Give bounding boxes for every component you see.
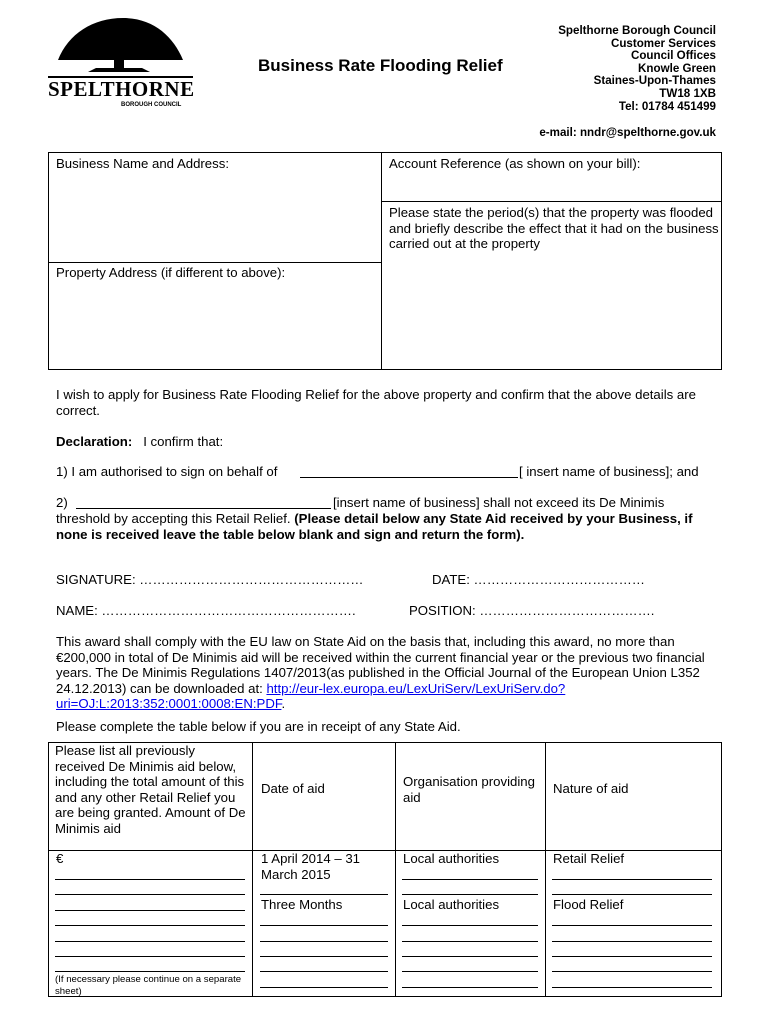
header-date: Date of aid (261, 781, 325, 796)
address-line: Spelthorne Borough Council (558, 24, 716, 37)
address-line: TW18 1XB (659, 86, 716, 100)
business-details-table (48, 152, 722, 370)
item2-suffix: [insert name of business] shall not exceed its De Minimis (333, 495, 665, 510)
amount-entry-line[interactable] (55, 879, 245, 880)
page-title: Business Rate Flooding Relief (258, 56, 503, 75)
item2-line2: threshold by accepting this Retail Relief. (56, 511, 291, 526)
address-line: Council Offices (630, 49, 716, 63)
eu-law-paragraph: This award shall comply with the EU law on State Aid on the basis that, including this award, no more than €200,000 in total of De Minimis aid will be received within the current financial year or the previous two financial years. The De Minimis Regulations 1407/2013(as published in the Official Journal of the European Union L352 24.12.2013) can be downloaded at: (56, 634, 705, 696)
amount-entry-line[interactable] (55, 910, 245, 911)
organisation-entry-line[interactable] (402, 941, 538, 942)
nature-entry-line[interactable] (552, 971, 712, 972)
link-period: . (281, 696, 286, 712)
table-divider (381, 201, 722, 202)
date-entry-line[interactable] (260, 925, 388, 926)
complete-table-instruction: Please complete the table below if you are in receipt of any State Aid. (56, 719, 461, 734)
nature-entry-line[interactable] (552, 941, 712, 942)
amount-entry-line[interactable] (55, 894, 245, 895)
table-divider (381, 152, 382, 370)
eu-law-text (56, 634, 720, 712)
row2-date[interactable]: Three Months (261, 897, 343, 912)
position-field[interactable]: POSITION: …………………………………. (409, 603, 655, 618)
amount-entry-line[interactable] (55, 956, 245, 957)
address-line: Knowle Green (638, 61, 716, 75)
business-name-label[interactable]: Business Name and Address: (56, 156, 229, 171)
table-divider (545, 742, 546, 997)
signature-field[interactable]: SIGNATURE: …………………………………………… (56, 572, 364, 587)
header-amount: Please list all previously received De Minimis aid below, including the total amount of this and any other Retail Relief you are being granted. Amount of De Minimis aid (55, 743, 246, 836)
address-line: Tel: 01784 451499 (618, 99, 716, 113)
declaration-text: I confirm that: (143, 434, 224, 449)
business-name-line-2[interactable] (76, 508, 331, 509)
date-entry-line[interactable] (260, 956, 388, 957)
organisation-entry-line[interactable] (402, 956, 538, 957)
row1-nature[interactable]: Retail Relief (553, 851, 625, 866)
nature-entry-line[interactable] (552, 894, 712, 895)
euro-symbol: € (56, 851, 64, 866)
logo-text: SPELTHORNE (48, 77, 195, 101)
declaration (56, 434, 223, 450)
organisation-entry-line[interactable] (402, 894, 538, 895)
council-logo (48, 14, 193, 114)
nature-entry-line[interactable] (552, 956, 712, 957)
organisation-entry-line[interactable] (402, 925, 538, 926)
regulation-link[interactable]: http://eur-lex.europa.eu/LexUriServ/LexUriServ.do?uri=OJ:L:2013:352:0001:0008:EN:PDF (56, 680, 566, 712)
address-line: Staines-Upon-Thames (593, 74, 716, 88)
business-name-line-1[interactable] (300, 477, 518, 478)
row2-organisation[interactable]: Local authorities (403, 897, 500, 912)
date-entry-line[interactable] (260, 971, 388, 972)
amount-entry-line[interactable] (55, 941, 245, 942)
name-field[interactable]: NAME: …………………………………………………. (56, 603, 356, 618)
item1-suffix: [ insert name of business]; and (519, 464, 699, 479)
apply-statement: I wish to apply for Business Rate Flooding Relief for the above property and confirm that the above details are correct. (56, 387, 696, 418)
logo-subtext: BOROUGH COUNCIL (121, 102, 182, 108)
account-reference-label[interactable]: Account Reference (as shown on your bill): (389, 156, 641, 171)
nature-entry-line[interactable] (552, 987, 712, 988)
item1-prefix: 1) I am authorised to sign on behalf of (56, 464, 278, 479)
date-entry-line[interactable] (260, 941, 388, 942)
row1-date[interactable]: 1 April 2014 – 31 March 2015 (261, 851, 360, 882)
date-entry-line[interactable] (260, 894, 388, 895)
table-divider (395, 742, 396, 997)
header-nature: Nature of aid (553, 781, 629, 796)
amount-entry-line[interactable] (55, 925, 245, 926)
table-divider (252, 742, 253, 997)
flood-period-label[interactable]: Please state the period(s) that the property was flooded and briefly describe the effect that it had on the business carried out at the property (389, 205, 719, 252)
header-organisation: Organisation providing aid (403, 774, 535, 805)
item2-prefix: 2) (56, 495, 68, 510)
council-email: e-mail: nndr@spelthorne.gov.uk (539, 126, 716, 139)
address-line: Customer Services (610, 36, 716, 50)
continue-footnote: (If necessary please continue on a separate sheet) (55, 974, 242, 997)
item2-bold-note: (Please detail below any State Aid received by your Business, if none is received leave the table below blank and sign and return the form). (56, 511, 693, 542)
declaration-label: Declaration: (56, 434, 133, 449)
table-divider (48, 262, 381, 263)
nature-entry-line[interactable] (552, 879, 712, 880)
organisation-entry-line[interactable] (402, 987, 538, 988)
organisation-entry-line[interactable] (402, 879, 538, 880)
organisation-entry-line[interactable] (402, 971, 538, 972)
date-field[interactable]: DATE: ………………………………… (432, 572, 645, 587)
item2-continuation (56, 511, 726, 542)
date-entry-line[interactable] (260, 987, 388, 988)
property-address-label[interactable]: Property Address (if different to above): (56, 265, 286, 280)
row1-organisation[interactable]: Local authorities (403, 851, 500, 866)
nature-entry-line[interactable] (552, 925, 712, 926)
council-address (558, 25, 716, 113)
row2-nature[interactable]: Flood Relief (553, 897, 624, 912)
amount-entry-line[interactable] (55, 971, 245, 972)
